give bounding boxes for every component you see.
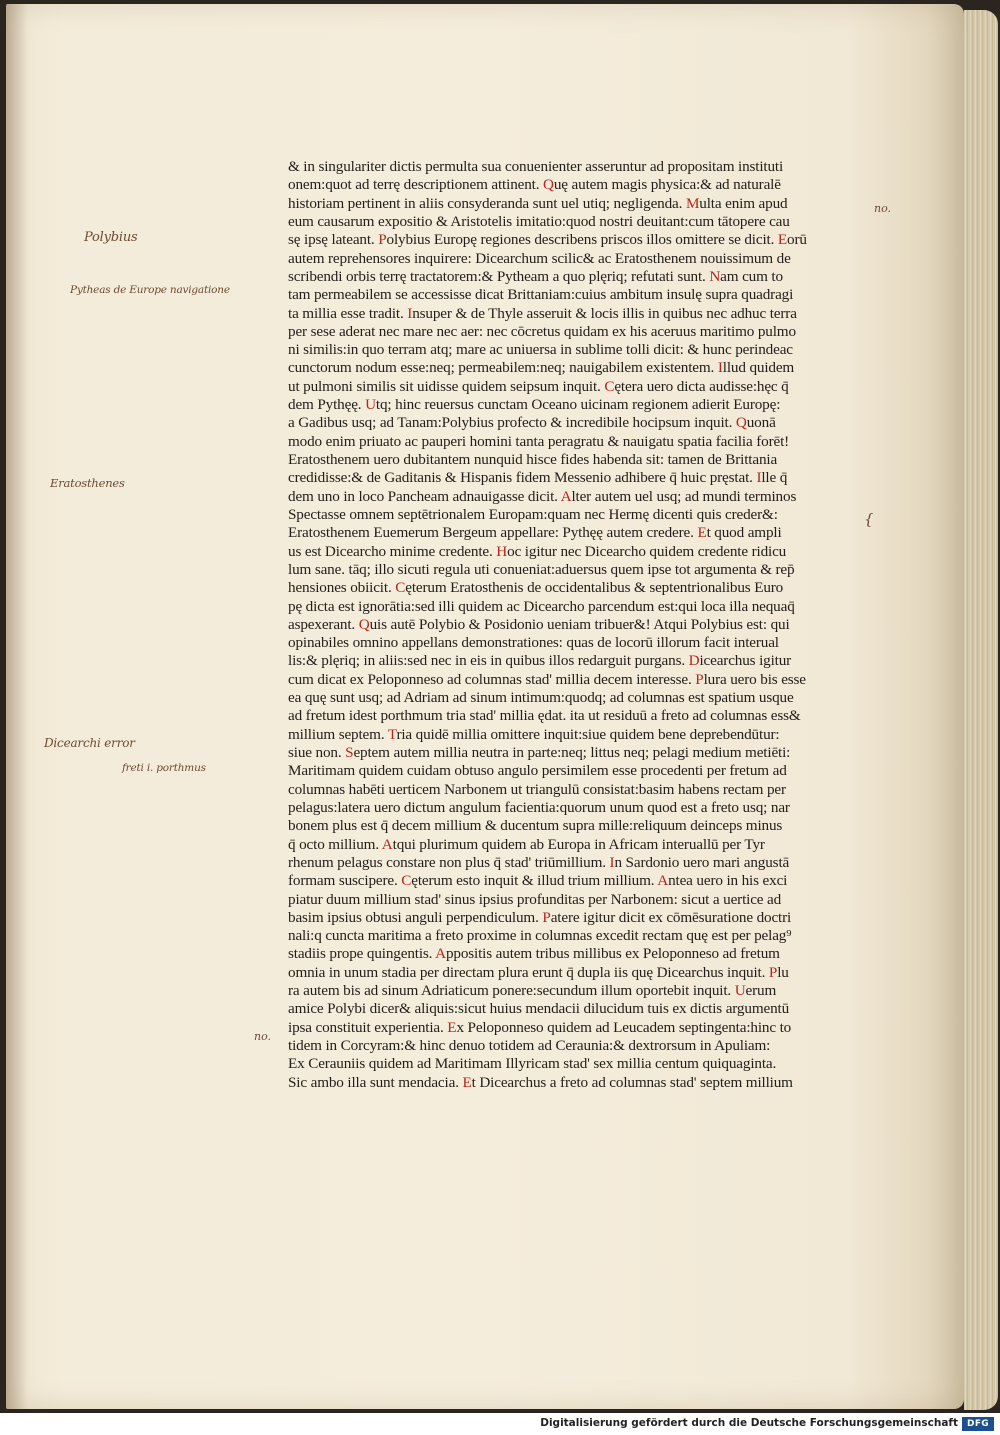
text-line: stadiis prope quingentis. Appositis autem tribus millibus ex Peloponneso ad fretum xyxy=(288,945,780,963)
text-line: & in singulariter dictis permulta sua conuenienter asseruntur ad propositam instituti xyxy=(288,158,784,175)
margin-note-pytheas: Pytheas de Europe navigatione xyxy=(70,284,230,296)
text-line: scribendi orbis terrę tractatorem:& Pytheam a quo plęriq; refutati sunt. Nam cum to xyxy=(288,267,783,285)
text-line: lum sane. tāq; illo sicuti regula uti conueniat:aduersus quem ipse tot argumenta & rep̄ xyxy=(288,560,795,578)
text-line: us est Dicearcho minime credente. Hoc igitur nec Dicearcho quidem credente ridicu xyxy=(288,542,787,560)
text-line: ut pulmoni similis sit uidisse quidem seipsum inquit. Cętera uero dicta audisse:hęc q̄ xyxy=(288,377,789,395)
margin-note-polybius: Polybius xyxy=(84,230,138,245)
margin-note-left-bottom: no. xyxy=(254,1030,272,1043)
text-line: pę dicta est ignorātia:sed illi quidem ac Dicearcho parcendum est:qui loca illa nequaq̄ xyxy=(288,597,795,615)
text-line: lis:& plęriq; in aliis:sed nec in eis in quibus illos redarguit purgans. Dicearchus igitur xyxy=(288,652,792,670)
text-line: autem reprehensores inquirere: Dicearchum scilic& ac Eratosthenem nouissimum de xyxy=(288,249,791,267)
text-line: pelagus:latera uero dictum angulum facientia:quorum unum quod est a freto usq; nar xyxy=(288,798,790,816)
printed-text-block xyxy=(288,158,854,1092)
text-line: siue non. Septem autem millia neutra in parte:neq; littus neq; pelagi medium metiēti: xyxy=(288,744,791,761)
margin-note-freti: freti i. porthmus xyxy=(122,762,206,774)
text-line: millium septem. Tria quidē millia omittere inquit:siue quidem bene deprebendūtur: xyxy=(288,725,780,743)
text-line: ra autem bis ad sinum Adriaticum ponere:secundum illum oportebit inquit. Uerum xyxy=(288,982,777,1000)
text-line: Eratosthenem uero dubitantem nunquid hisce fides habenda sit: tamen de Brittania xyxy=(288,451,778,468)
dfg-logo: DFG xyxy=(962,1417,994,1431)
text-line: piatur duum millium stad' sinus ipsius profunditas per Narbonem: sicut a uertice ad xyxy=(288,890,782,908)
text-line: per sese aderat nec mare nec aer: nec cōcretus quidam ex his aceruus maritimo pulmo xyxy=(288,322,796,340)
text-line: q̄ octo millium. Atqui plurimum quidem ab Europa in Africam interuallū per Tyr xyxy=(288,835,765,853)
text-line: cum dicat ex Peloponneso ad columnas stad' millia decem interesse. Plura uero bis esse xyxy=(288,670,806,688)
binding-gutter xyxy=(6,4,28,1409)
text-line: sę ipsę lateant. Polybius Europę regiones describens priscos illos omittere se dicit. Eorū xyxy=(288,231,807,249)
text-line: tam permeabilem se accessisse dicat Brittaniam:cuius ambitum insulę supra quadragi xyxy=(288,286,794,304)
text-line: ipsa constituit experientia. Ex Peloponneso quidem ad Leucadem septingenta:hinc to xyxy=(288,1018,792,1036)
text-line: Spectasse omnem septētrionalem Europam:quam nec Hermę dicenti quis creder&: xyxy=(288,505,778,523)
text-line: hensiones obiicit. Cęterum Eratosthenis de occidentalibus & septentrionalibus Euro xyxy=(288,579,784,597)
text-line: tidem in Corcyram:& hinc denuo totidem ad Ceraunia:& dextrorsum in Apuliam: xyxy=(288,1037,771,1054)
text-line: credidisse:& de Gaditanis & Hispanis fidem Messenio adhibere q̄ huic pręstat. Ille q̄ xyxy=(288,469,788,487)
text-line: dem uno in loco Pancheam adnauigasse dicit. Alter autem uel usq; ad mundi terminos xyxy=(288,487,797,505)
margin-note-eratosthenes: Eratosthenes xyxy=(50,476,125,490)
text-line: nali:q cuncta maritima a freto proxime in columnas excedit rectam quę est per pelag⁹ xyxy=(288,927,792,945)
footer-credit: Digitalisierung gefördert durch die Deutsche Forschungsgemeinschaft xyxy=(540,1417,958,1429)
text-line: cunctorum nodum esse:neq; permeabilem:neq; nauigabilem existentem. Illud quidem xyxy=(288,359,795,377)
text-line: ea quę sunt usq; ad Adriam ad sinum intimum:quodq; ad columnas est spatium usque xyxy=(288,689,794,707)
text-line: ta millia esse tradit. Insuper & de Thyle asseruit & locis illis in quibus nec adhuc terra xyxy=(288,304,797,322)
text-line: basim ipsius obtusi anguli perpendiculum. Patere igitur dicit ex cōmēsuratione doctri xyxy=(288,908,792,926)
text-line: formam suscipere. Cęterum esto inquit & illud trium millium. Antea uero in his exci xyxy=(288,872,788,890)
text-line: historiam pertinent in aliis consyderanda sunt uel utiq; negligenda. Multa enim apud xyxy=(288,194,788,212)
text-line: Ex Cerauniis quidem ad Maritimam Illyricam stad' sex millia centum quiquaginta. xyxy=(288,1055,777,1073)
margin-note-right-bottom: { xyxy=(864,510,874,528)
page-edges xyxy=(964,10,998,1410)
margin-note-right-top: no. xyxy=(874,202,892,215)
text-line: modo enim priuato ac pauperi homini tanta peragratu & nauigatu spatia facilia forēt! xyxy=(288,432,790,450)
text-line: amice Polybi dicer& aliquis:sicut huius mendacii dilucidum tuis ex dictis argumentū xyxy=(288,1000,790,1018)
text-line: opinabiles omnino appellans demonstrationes: quas de locorū illorum facit interual xyxy=(288,634,779,652)
text-line: ad fretum idest porthmum tria stad' millia ędat. ita ut residuū a freto ad columnas ess& xyxy=(288,707,801,725)
text-line: Maritimam quidem cuidam obtuso angulo persimilem esse procedenti per fretum ad xyxy=(288,762,787,780)
margin-note-dicearchi-error: Dicearchi error xyxy=(44,736,135,750)
text-line: omnia in unum stadia per directam plura erunt q̄ dupla iis quę Dicearchus inquit. Plu xyxy=(288,963,789,981)
text-line: eum causarum expositio & Aristotelis imitatio:quod nostri deuitant:cum tātopere cau xyxy=(288,212,790,230)
text-line: a Gadibus usq; ad Tanam:Polybius profecto & incredibile hocipsum inquit. Quonā xyxy=(288,414,776,432)
text-line: Sic ambo illa sunt mendacia. Et Dicearchus a freto ad columnas stad' septem millium xyxy=(288,1073,793,1091)
text-line: columnas habēti uerticem Narbonem ut triangulū consistat:basim habens rectam per xyxy=(288,780,786,798)
footer-bar xyxy=(0,1413,1000,1435)
text-line: aspexerant. Quis autē Polybio & Posidonio ueniam tribuer&! Atqui Polybius est: qui xyxy=(288,615,790,633)
text-line: dem Pythęę. Utq; hinc reuersus cunctam Oceano uicinam regionem adierit Europę: xyxy=(288,396,781,414)
text-line: bonem plus est q̄ decem millium & ducentum supra mille:reliquum deinceps minus xyxy=(288,817,783,835)
text-line: onem:quot ad terrę descriptionem attinent. Quę autem magis physica:& ad naturalē xyxy=(288,176,781,194)
text-line: rhenum pelagus constare non plus q̄ stad' triūmillium. In Sardonio uero mari angustā xyxy=(288,853,790,871)
text-line: Eratosthenem Euemerum Bergeum appellare: Pythęę autem credere. Et quod ampli xyxy=(288,524,782,542)
text-line: ni similis:in quo terram atq; mare ac uniuersa in sublime tolli dicit: & hunc perindeac xyxy=(288,341,793,359)
